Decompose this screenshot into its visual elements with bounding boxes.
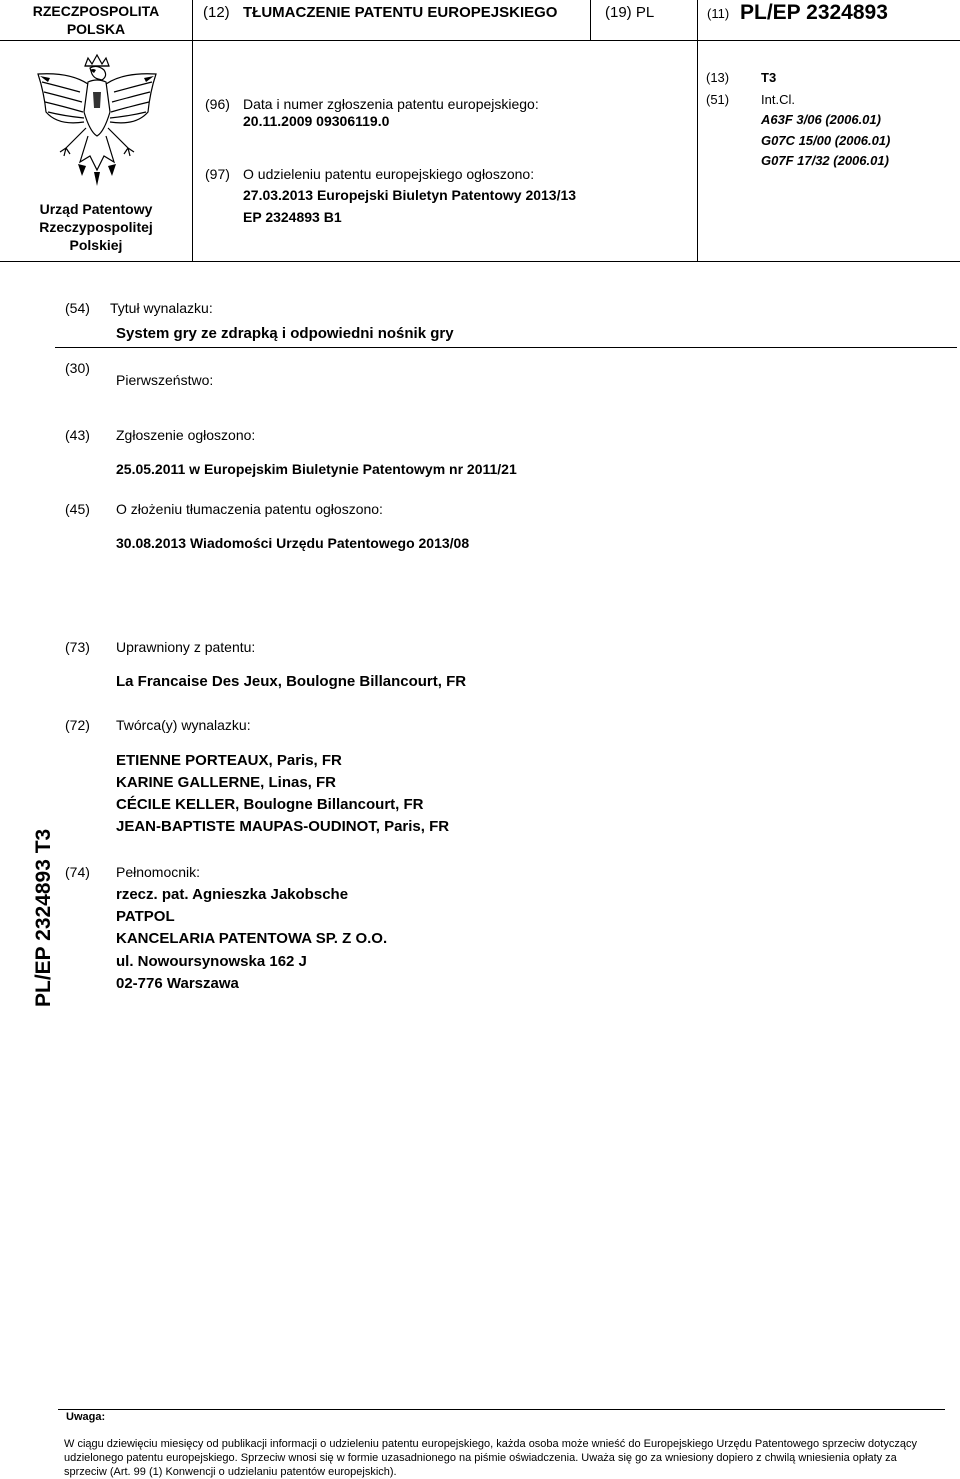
class-entry: G07F 17/32 (2006.01) <box>761 153 889 168</box>
office-line-2: Rzeczypospolitej <box>39 219 153 235</box>
header-divider-1 <box>192 0 193 40</box>
proprietor-label: Uprawniony z patentu: <box>116 639 256 655</box>
top-block-bottom-rule <box>0 261 960 262</box>
title-label: Tytuł wynalazku: <box>110 300 213 316</box>
polish-eagle-emblem <box>30 52 164 192</box>
filing-value: 20.11.2009 09306119.0 <box>243 113 390 129</box>
header-divider-3 <box>697 0 698 40</box>
footer-notice <box>64 1437 944 1479</box>
inventors-label: Twórca(y) wynalazku: <box>116 717 251 733</box>
code-45: (45) <box>65 501 90 517</box>
country-line-2: POLSKA <box>66 21 126 37</box>
code-97: (97) <box>205 166 230 182</box>
grant-ep-number: EP 2324893 B1 <box>243 209 342 225</box>
kind-code: T3 <box>761 70 777 85</box>
document-type: TŁUMACZENIE PATENTU EUROPEJSKIEGO <box>243 4 558 21</box>
translation-published-value: 30.08.2013 Wiadomości Urzędu Patentowego 2013/08 <box>116 535 470 551</box>
title-rule <box>55 347 957 348</box>
code-96: (96) <box>205 96 230 112</box>
footer-notice-line-1: W ciągu dziewięciu miesięcy od publikacji informacji o udzieleniu patentu europejskiego, każda osoba może wnieść do Europejskiego Urzędu Patentowego sprzeciw dotyczący <box>64 1438 917 1450</box>
code-11: (11) <box>707 6 730 21</box>
translation-published-label: O złożeniu tłumaczenia patentu ogłoszono: <box>116 501 383 517</box>
office-divider <box>192 40 193 261</box>
grant-label: O udzieleniu patentu europejskiego ogłoszono: <box>243 166 535 182</box>
publication-number: PL/EP 2324893 <box>740 1 888 24</box>
attorney-line: ul. Nowoursynowska 162 J <box>116 953 307 970</box>
code-51: (51) <box>706 92 730 107</box>
attorney-line: KANCELARIA PATENTOWA SP. Z O.O. <box>116 930 388 947</box>
application-published-value: 25.05.2011 w Europejskim Biuletynie Patentowym nr 2011/21 <box>116 461 517 477</box>
footer-label: Uwaga: <box>66 1411 106 1423</box>
footer-notice-line-3: sprzeciw (Art. 99 (1) Konwencji o udzielaniu patentów europejskich). <box>64 1466 397 1478</box>
code-72: (72) <box>65 717 90 733</box>
header-divider-2 <box>590 0 591 40</box>
code-30: (30) <box>65 360 90 376</box>
priority-label: Pierwszeństwo: <box>116 372 214 388</box>
filing-label: Data i numer zgłoszenia patentu europejskiego: <box>243 96 539 112</box>
class-entry: G07C 15/00 (2006.01) <box>761 133 891 148</box>
application-published-label: Zgłoszenie ogłoszono: <box>116 427 256 443</box>
classification-divider <box>697 40 698 261</box>
intcl-label: Int.Cl. <box>761 92 795 107</box>
office-line-3: Polskiej <box>69 237 123 253</box>
side-publication-label: PL/EP 2324893 T3 <box>32 828 55 1007</box>
code-54: (54) <box>65 300 90 316</box>
inventor-name: KARINE GALLERNE, Linas, FR <box>116 774 337 791</box>
code-43: (43) <box>65 427 90 443</box>
footer-notice-line-2: udzielonego patentu europejskiego. Sprzeciw wnosi się w formie uzasadnionego na piśmie oświadczenia. Uważa się go za wniesiony dopiero z chwilą wniesienia opłaty za <box>64 1452 897 1464</box>
code-73: (73) <box>65 639 90 655</box>
inventor-name: JEAN-BAPTISTE MAUPAS-OUDINOT, Paris, FR <box>116 818 450 835</box>
invention-title: System gry ze zdrapką i odpowiedni nośnik gry <box>116 325 454 342</box>
attorney-line: 02-776 Warszawa <box>116 975 239 992</box>
proprietor-value: La Francaise Des Jeux, Boulogne Billancourt, FR <box>116 673 467 690</box>
footer-top-rule <box>58 1409 945 1410</box>
inventor-name: CÉCILE KELLER, Boulogne Billancourt, FR <box>116 796 424 813</box>
class-entry: A63F 3/06 (2006.01) <box>761 112 881 127</box>
office-line-1: Urząd Patentowy <box>39 201 153 217</box>
country-name <box>0 0 192 40</box>
code-74: (74) <box>65 864 90 880</box>
patent-office-name <box>0 198 192 256</box>
attorney-label: Pełnomocnik: <box>116 864 201 880</box>
grant-value: 27.03.2013 Europejski Biuletyn Patentowy 2013/13 <box>243 187 577 203</box>
code-12: (12) <box>203 4 230 21</box>
inventor-name: ETIENNE PORTEAUX, Paris, FR <box>116 752 342 769</box>
country-line-1: RZECZPOSPOLITA <box>32 3 160 19</box>
code-19: (19) PL <box>605 4 655 21</box>
header-bottom-rule <box>0 40 960 41</box>
code-13: (13) <box>706 70 730 85</box>
attorney-line: rzecz. pat. Agnieszka Jakobsche <box>116 886 349 903</box>
attorney-line: PATPOL <box>116 908 175 925</box>
